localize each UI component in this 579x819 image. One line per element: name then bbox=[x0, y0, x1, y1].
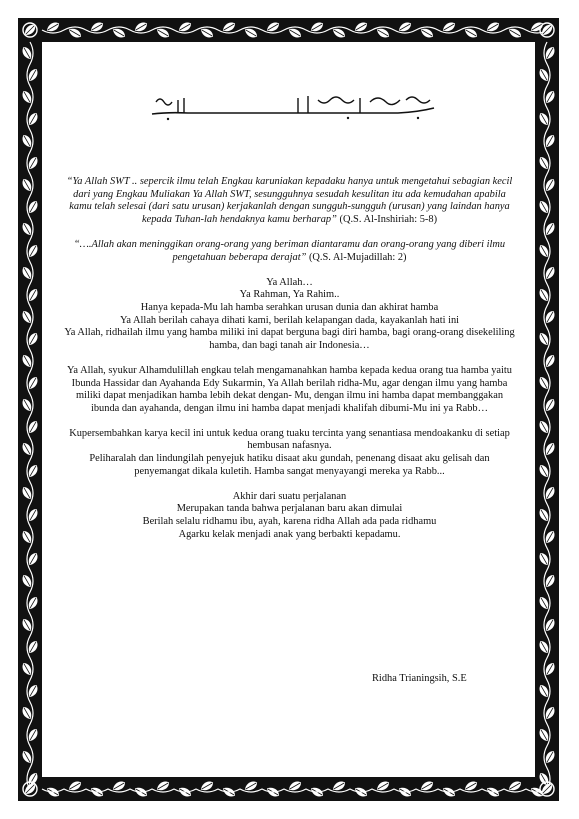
prayer-line: Hanya kepada-Mu lah hamba serahkan urusan dunia dan akhirat hamba bbox=[140, 301, 439, 313]
dedication-line: Kupersembahkan karya kecil ini untuk kedua orang tuaku tercinta yang senantiasa mendoakanku di setiap hembusan nafasnya. bbox=[69, 427, 510, 452]
prayer-line: Ya Allah berilah cahaya dihati kami, berilah kelapangan dada, kayakanlah hati ini bbox=[119, 314, 460, 326]
gratitude-paragraph: Ya Allah, syukur Alhamdulillah engkau telah mengamanahkan hamba kepada kedua orang tua hamba yaitu Ibunda Hassidar dan Ayahanda Edy Sukarmin, Ya Allah berilah ridha-Mu, agar dengan ilmu yang hamba miliki dapat menjadikan hamba lebih dekat dengan- Mu, dengan ilmu ini hamba dapat membanggakan ibunda dan ayahanda, dengan ilmu ini hamba dapat menjadi khalifah dibumi-Mu ini ya Rabb… bbox=[66, 364, 513, 414]
quote-2-reference: (Q.S. Al-Mujadillah: 2) bbox=[308, 251, 407, 263]
quote-1 bbox=[62, 176, 517, 226]
closing-line: Akhir dari suatu perjalanan bbox=[232, 490, 347, 502]
prayer-line: Ya Allah… bbox=[266, 276, 313, 288]
closing-line: Agarku kelak menjadi anak yang berbakti kepadamu. bbox=[178, 528, 401, 540]
quote-1-reference: (Q.S. Al-Inshiriah: 5-8) bbox=[339, 213, 438, 225]
closing-line: Merupakan tanda bahwa perjalanan baru akan dimulai bbox=[176, 503, 403, 515]
quote-1-text: “Ya Allah SWT .. sepercik ilmu telah Engkau karuniakan kepadaku hanya untuk mengetahui sebagian kecil dari yang Engkau Muliakan Ya Allah SWT, sesungguhnya sesudah kesulitan itu ada kemudahan apabila kamu telah selesai (dari satu urusan) kerjakanlah dengan sungguh-sungguh (urusan) yang laindan hanya kepada Tuhan-lah hendaknya kamu berharap” bbox=[66, 176, 513, 225]
document-body bbox=[62, 176, 517, 541]
closing-line: Berilah selalu ridhamu ibu, ayah, karena ridha Allah ada pada ridhamu bbox=[142, 516, 437, 528]
prayer-line: Ya Rahman, Ya Rahim.. bbox=[239, 289, 340, 301]
quote-2 bbox=[62, 239, 517, 264]
signature: Ridha Trianingsih, S.E bbox=[372, 673, 467, 684]
dedication-line: Peliharalah dan lindungilah penyejuk hatiku disaat aku gundah, penenang disaat aku gelisah dan penyemangat dikala kuletih. Hamba sangat menyayangi mereka ya Rabb... bbox=[89, 453, 490, 477]
quote-2-text: “….Allah akan meninggikan orang-orang yang beriman diantaramu dan orang-orang yang diberi ilmu pengetahuan beberapa derajat” bbox=[73, 238, 506, 263]
basmala-calligraphy-icon bbox=[148, 92, 438, 122]
prayer-line: Ya Allah, ridhailah ilmu yang hamba miliki ini dapat berguna bagi diri hamba, bagi orang-orang disekeliling hamba, dan bagi tanah air Indonesia… bbox=[64, 327, 515, 351]
